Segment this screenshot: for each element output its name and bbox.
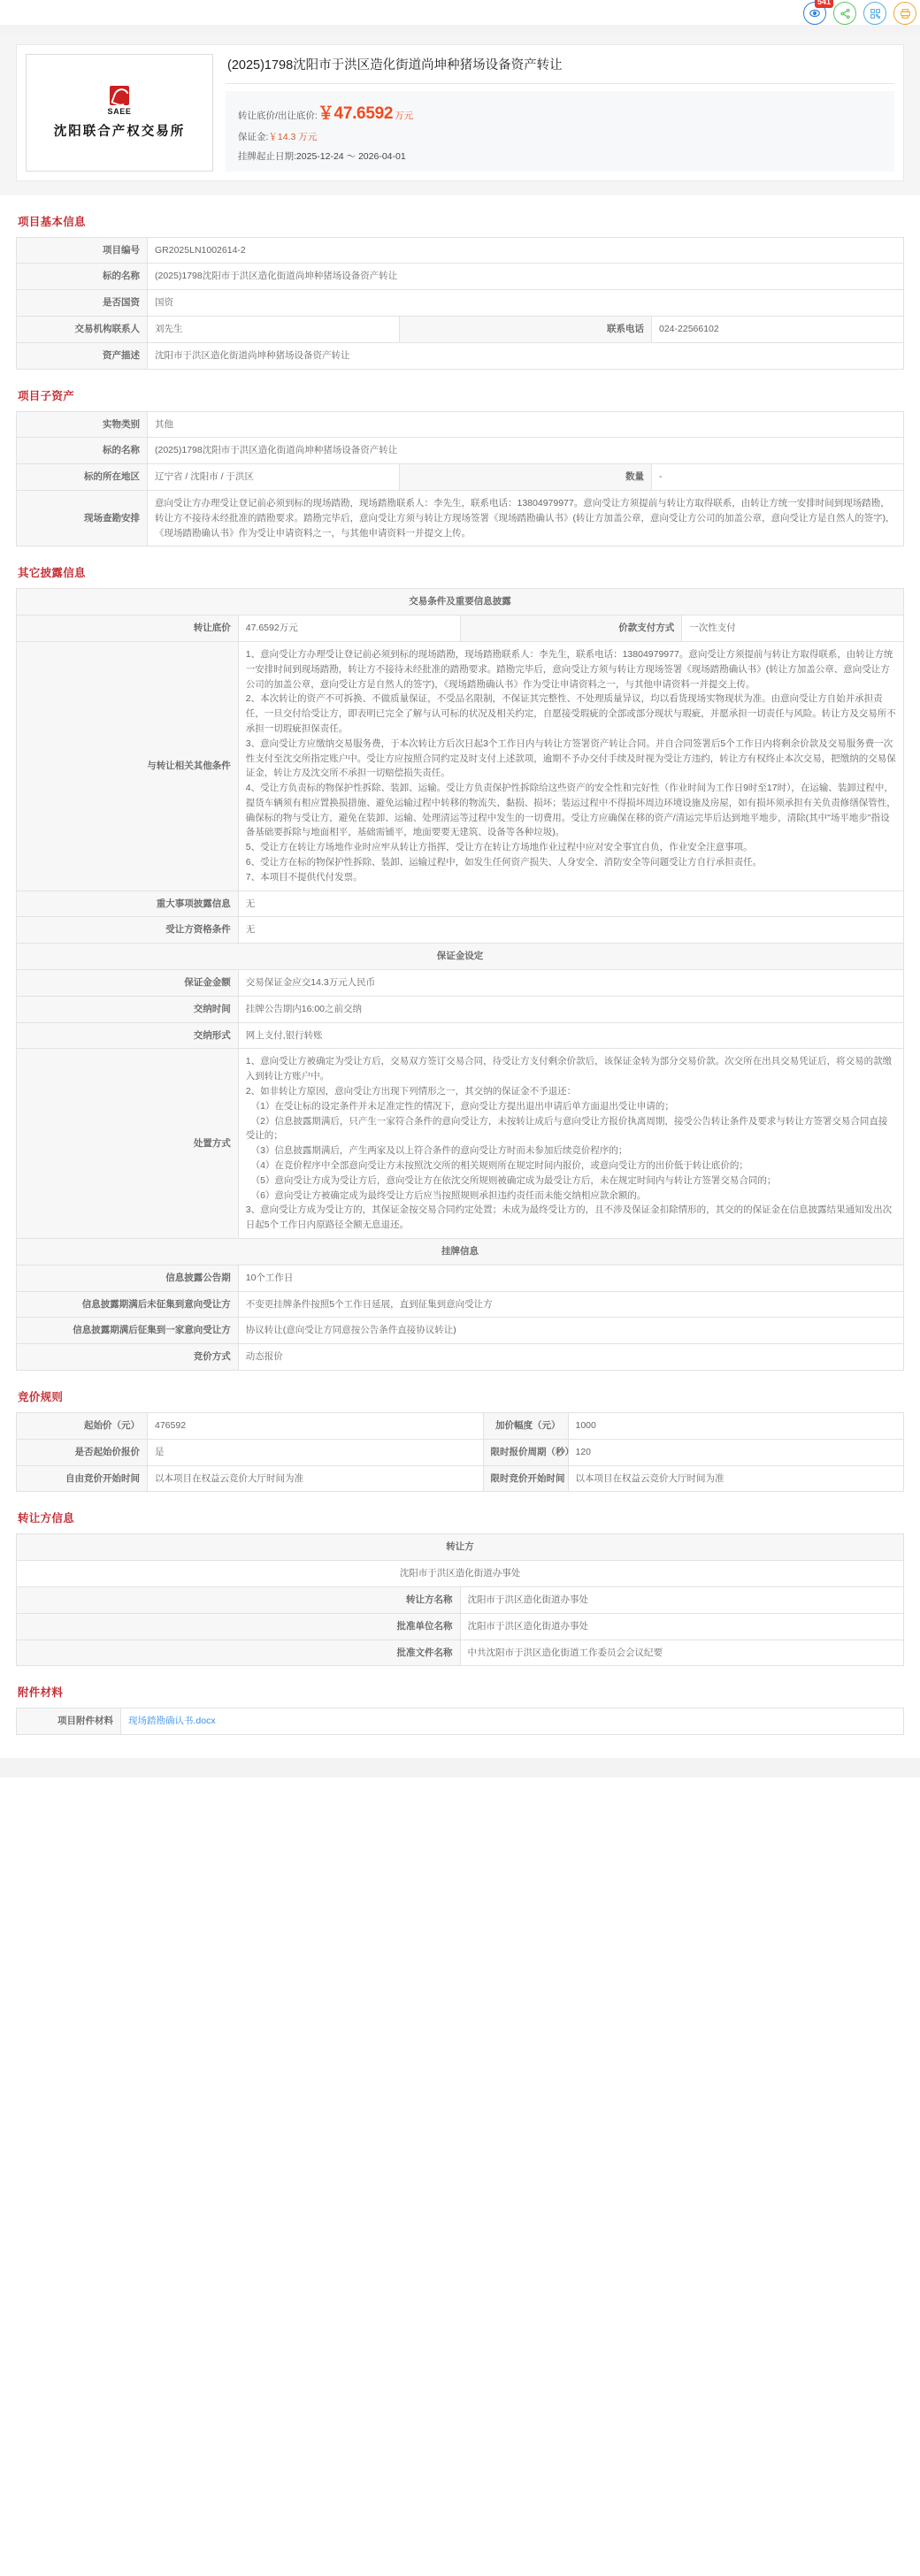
- row-value: 沈阳市于洪区造化街道办事处: [460, 1613, 904, 1640]
- page-title: (2025)1798沈阳市于洪区造化街道尚坤种猪场设备资产转让: [226, 54, 894, 84]
- attachment-file-link[interactable]: 现场踏勘确认书.docx: [128, 1716, 216, 1727]
- row-value: 以本项目在权益云竞价大厅时间为准: [148, 1465, 484, 1492]
- row-label-secondary: 数量: [400, 464, 652, 491]
- row-label: 保证金金额: [17, 970, 239, 997]
- table-row: [17, 411, 904, 438]
- listing-date-value: 2025-12-24 ～ 2026-04-01: [295, 150, 406, 162]
- row-label: 交纳形式: [17, 1022, 239, 1049]
- grey-divider: [0, 25, 920, 34]
- table-row: [17, 917, 904, 944]
- row-label: 标的名称: [17, 438, 148, 464]
- logo-abbr: SAEE: [107, 106, 132, 116]
- table-row: [17, 316, 904, 342]
- row-value-secondary: 一次性支付: [682, 615, 904, 642]
- table-row: [17, 996, 904, 1022]
- row-value: 挂牌公告期内16:00之前交纳: [238, 996, 903, 1022]
- bidding-rules-table: [16, 1412, 904, 1492]
- row-label: 资产描述: [17, 342, 148, 369]
- table-row: [17, 1265, 904, 1291]
- table-row: [17, 1640, 904, 1666]
- table-row: [17, 1561, 904, 1587]
- table-row: [17, 342, 904, 369]
- row-label: 起始价（元）: [17, 1413, 148, 1440]
- row-value: 其他: [148, 411, 904, 438]
- table-row: [17, 1465, 904, 1492]
- base-price-amount: 47.6592: [334, 103, 394, 123]
- table-row: [17, 970, 904, 997]
- other-disclosure-table: [16, 588, 904, 1371]
- row-value-secondary: 024-22566102: [652, 316, 904, 342]
- sub-assets-table: [16, 411, 904, 547]
- qrcode-icon[interactable]: [863, 2, 886, 25]
- row-label: 信息披露公告期: [17, 1265, 239, 1291]
- table-row: [17, 1291, 904, 1318]
- section-title-sub-assets: 项目子资产: [18, 389, 75, 402]
- table-row: [17, 1586, 904, 1613]
- row-value: GR2025LN1002614-2: [148, 237, 904, 264]
- deposit-handling-text: 1、意向受让方被确定为受让方后，交易双方签订交易合同，待受让方支付剩余价款后，该保证金转为部分交易价款。次交所在出具交易凭证后，将交易的款缴入到转让方账户中。 2、如非转让方原因，意向受让方出现下列情形之一，其交纳的保证金不予退还： （1）在受让标的设定条件并未足准定性的情况下，意向受让方提出退出申请后单方面退出受让申请的； （2）信息披露期满后，只产生一家符合条件的意向受让方，未按转让成后与意向受让方报价执离周期，接受公告转让条件及要求与转让方签署交易合同直接受让的； （3）信息披露期满后，产生两家及以上符合条件的意向受让方时而未参加后续竞价程序的； （4）在竞价程序中全部意向受让方未按照沈交所的相关规则所在规定时间内报价，或意向受让方的出价低于转让底价的； （5）意向受让方成为受让方后，意向受让方在依沈交所规则被确定成为最受让方后，未在规定时间内与转让方签署交易合同的； （6）意向受让方被确定成为最终受让方后应当按照规则承担违约责任而未能交纳相应款余额的。 3、意向受让方成为受让方的，其保证金按交易合同约定处置；未成为最终受让方的，且不涉及保证金扣除情形的，其交的的保证金在信息披露结果通知发出次日起5个工作日内原路径全额无息退还。: [238, 1049, 903, 1239]
- row-label: 受让方资格条件: [17, 917, 239, 944]
- row-label-secondary: 限时竞价开始时间: [483, 1465, 568, 1492]
- price-panel: [226, 91, 894, 172]
- table-row: [17, 615, 904, 642]
- transferor-header: 转让方: [17, 1534, 904, 1561]
- row-label: 批准文件名称: [17, 1640, 461, 1666]
- table-row: [17, 1708, 904, 1735]
- row-label: 竞价方式: [17, 1344, 239, 1371]
- table-row-conditions: [17, 641, 904, 891]
- row-label: 信息披露期满后未征集到意向受让方: [17, 1291, 239, 1318]
- logo-company-name: 沈阳联合产权交易所: [53, 124, 186, 139]
- row-value: 无: [238, 891, 903, 917]
- row-value: 无: [238, 917, 903, 944]
- listing-header: 挂牌信息: [17, 1239, 904, 1265]
- view-count-badge: 541: [815, 0, 833, 8]
- row-label: 处置方式: [17, 1049, 239, 1239]
- table-row: [17, 464, 904, 491]
- row-value: 交易保证金应交14.3万元人民币: [238, 970, 903, 997]
- transferor-name-header: 沈阳市于洪区造化街道办事处: [17, 1561, 904, 1587]
- page-body: [0, 213, 920, 1759]
- row-value-secondary: 以本项目在权益云竞价大厅时间为准: [568, 1465, 904, 1492]
- swirl-logo-icon: [110, 86, 129, 105]
- section-title-attachments: 附件材料: [18, 1686, 64, 1700]
- row-value: 47.6592万元: [238, 615, 460, 642]
- row-value: (2025)1798沈阳市于洪区造化街道尚坤种猪场设备资产转让: [148, 264, 904, 290]
- row-value-secondary: 1000: [568, 1413, 904, 1440]
- table-row: [17, 891, 904, 917]
- exchange-logo: [26, 54, 213, 172]
- row-label-secondary: 限时报价周期（秒）: [483, 1439, 568, 1465]
- row-value: 10个工作日: [238, 1265, 903, 1291]
- section-title-basic-info: 项目基本信息: [18, 215, 86, 228]
- row-label: 交纳时间: [17, 996, 239, 1022]
- table-header-row: [17, 1534, 904, 1561]
- section-title-transferor: 转让方信息: [18, 1512, 75, 1525]
- deposit-value: ￥14.3 万元: [268, 131, 318, 142]
- table-row: [17, 438, 904, 464]
- table-row: [17, 1344, 904, 1371]
- table-row: [17, 1022, 904, 1049]
- row-label: 转让底价: [17, 615, 239, 642]
- disclosure-header: 交易条件及重要信息披露: [17, 589, 904, 615]
- table-row: [17, 264, 904, 290]
- attachments-table: [16, 1708, 904, 1735]
- logo-mark: [108, 86, 132, 116]
- row-label-secondary: 价款支付方式: [460, 615, 682, 642]
- header-card: [16, 44, 904, 181]
- row-label: 标的名称: [17, 264, 148, 290]
- row-value: 476592: [148, 1413, 484, 1440]
- table-header-row: [17, 944, 904, 970]
- top-spacer: [0, 0, 920, 25]
- row-value: 不变更挂牌条件按照5个工作日延展，直到征集到意向受让方: [238, 1291, 903, 1318]
- section-title-bidding-rules: 竞价规则: [18, 1391, 64, 1403]
- header-main: [226, 54, 894, 172]
- deposit-label: 保证金:: [238, 131, 269, 142]
- eye-icon[interactable]: [803, 0, 831, 25]
- row-value: (2025)1798沈阳市于洪区造化街道尚坤种猪场设备资产转让: [148, 438, 904, 464]
- base-price-row: [238, 100, 882, 124]
- basic-info-table: [16, 237, 904, 370]
- row-label: 标的所在地区: [17, 464, 148, 491]
- row-label: 现场查勘安排: [17, 490, 148, 546]
- table-row: [17, 290, 904, 317]
- row-value: 协议转让(意向受让方同意按公告条件直接协议转让): [238, 1318, 903, 1344]
- transfer-conditions-text: 1、意向受让方办理受让登记前必须到标的现场踏勘，现场踏勘联系人：李先生，联系电话：13804979977。意向受让方须提前与转让方取得联系，由转让方统一安排时间到现场踏勘，转让方不接待未经批准的踏勘要求。踏勘完毕后，意向受让方须与转让方现场签署《现场踏勘确认书》(转让方加盖公章、意向受让方公司的加盖公章，意向受让方是自然人的签字)，《现场踏勘确认书》作为受让申请资料之一，与其他申请资料一并提交上传。 2、本次转让的资产不可拆换、不做质量保证，不受品名限制，不保证其完整性、不处理质量异议，均以看货现场实物现状为准。由意向受让方自始并承担责任，一旦交付给受让方，即表明已完全了解与认可标的状况及相关约定，自愿接受瑕疵的全部或部分现状与瑕疵，并愿承担一切责任与风险。转让方及交易所不承担一切瑕疵担保责任。 3、意向受让方应缴纳交易服务费，于本次转让方后次日起3个工作日内与转让方签署资产转让合同。并自合同签署后5个工作日内将剩余价款及交易服务费一次性支付至沈交所指定账户中。受让方应按照合同约定及时支付上述款项，逾期不予办交付手续及时视为受让方违约，转让方有权终止本次交易，把缴纳的交易保证金，转让方及沈交所不承担一切赔偿损失责任。 4、受让方负责标的物保护性拆除、装卸、运输。受让方负责保护性拆除给这些资产的安全性和完好性（作业时间为工作日9时至17时），在运输、装卸过程中，提货车辆须有相应置换损措施、避免运输过程中转移的物流失、黏损、损坏；装运过程中不得损坏周边环境设施及房屋，如有损坏须承担有关负责修缮保管性，确保标的物与受让方，避免在装卸、运输、处理清运等过程中发生的一切费用。受让方应确保在移的资产/清运完毕后达到地平地步，清除(其中"场平地步"指设备基础要拆除与地面相平，基础需铺平，地面要要无建筑、设备等各种垃圾)。 5、受让方在转让方场地作业时应牢从转让方指挥，受让方在转让方场地作业过程中应对安全事宜自负，作业安全注意事项。 6、受让方在标的物保护性拆除、装卸、运输过程中，如发生任何资产损失、人身安全、消防安全等问题受让方自行承担责任。 7、本项目不提供代付发票。: [238, 641, 903, 891]
- table-header-row: [17, 1239, 904, 1265]
- section-title-other-disclosure: 其它披露信息: [18, 567, 86, 580]
- attachment-cell: [121, 1708, 904, 1735]
- price-currency-symbol: ￥: [317, 103, 334, 123]
- row-value: 中共沈阳市于洪区造化街道工作委员会会议纪要: [460, 1640, 904, 1666]
- listing-date-label: 挂牌起止日期:: [238, 150, 296, 162]
- row-label: 转让方名称: [17, 1586, 461, 1613]
- row-value-secondary: -: [652, 464, 904, 491]
- share-icon[interactable]: [833, 2, 856, 25]
- listing-date-row: [238, 149, 882, 163]
- table-row-handling: [17, 1049, 904, 1239]
- row-label: 自由竞价开始时间: [17, 1465, 148, 1492]
- row-value-secondary: 120: [568, 1439, 904, 1465]
- base-price-unit: 万元: [395, 110, 414, 121]
- row-value: 辽宁省 / 沈阳市 / 于洪区: [148, 464, 400, 491]
- row-label: 批准单位名称: [17, 1613, 461, 1640]
- row-label: 实物类别: [17, 411, 148, 438]
- table-header-row: [17, 589, 904, 615]
- row-label: 项目编号: [17, 237, 148, 264]
- table-row: [17, 1439, 904, 1465]
- table-row: [17, 1413, 904, 1440]
- table-row: [17, 1318, 904, 1344]
- deposit-header: 保证金设定: [17, 944, 904, 970]
- table-row: [17, 237, 904, 264]
- row-label: 是否起始价报价: [17, 1439, 148, 1465]
- base-price-label: 转让底价/出让底价:: [238, 110, 318, 121]
- row-value: 沈阳市于洪区造化街道尚坤种猪场设备资产转让: [148, 342, 904, 369]
- row-label: 是否国资: [17, 290, 148, 317]
- print-icon[interactable]: [893, 2, 916, 25]
- row-label: 交易机构联系人: [17, 316, 148, 342]
- header-section: [0, 34, 920, 195]
- row-label: 信息披露期满后征集到一家意向受让方: [17, 1318, 239, 1344]
- table-row: [17, 1613, 904, 1640]
- row-value: 动态报价: [238, 1344, 903, 1371]
- transferor-table: [16, 1533, 904, 1666]
- deposit-row: [238, 130, 882, 143]
- row-value: 网上支付,银行转账: [238, 1022, 903, 1049]
- table-row-site-survey: [17, 490, 904, 546]
- row-label: 重大事项披露信息: [17, 891, 239, 917]
- row-value: 沈阳市于洪区造化街道办事处: [460, 1586, 904, 1613]
- row-label-secondary: 加价幅度（元）: [483, 1413, 568, 1440]
- row-label: 项目附件材料: [17, 1708, 121, 1735]
- row-value: 是: [148, 1439, 484, 1465]
- floating-action-bar: [803, 2, 916, 25]
- row-label-secondary: 联系电话: [400, 316, 652, 342]
- footer-band: [0, 1758, 920, 1777]
- row-value: 国资: [148, 290, 904, 317]
- row-label: 与转让相关其他条件: [17, 641, 239, 891]
- row-value: 刘先生: [148, 316, 400, 342]
- site-survey-text: 意向受让方办理受让登记前必须到标的现场踏勘，现场踏勘联系人：李先生，联系电话：13804979977。意向受让方须提前与转让方取得联系，由转让方统一安排时间到现场踏勘，转让方不接待未经批准的踏勘要求。踏勘完毕后，意向受让方须与转让方现场签署《现场踏勘确认书》(转让方加盖公章，意向受让方公司的加盖公章，意向受让方是自然人的签字)，《现场踏勘确认书》作为受让申请资料之一，与其他申请资料一并提交上传。: [148, 490, 904, 546]
